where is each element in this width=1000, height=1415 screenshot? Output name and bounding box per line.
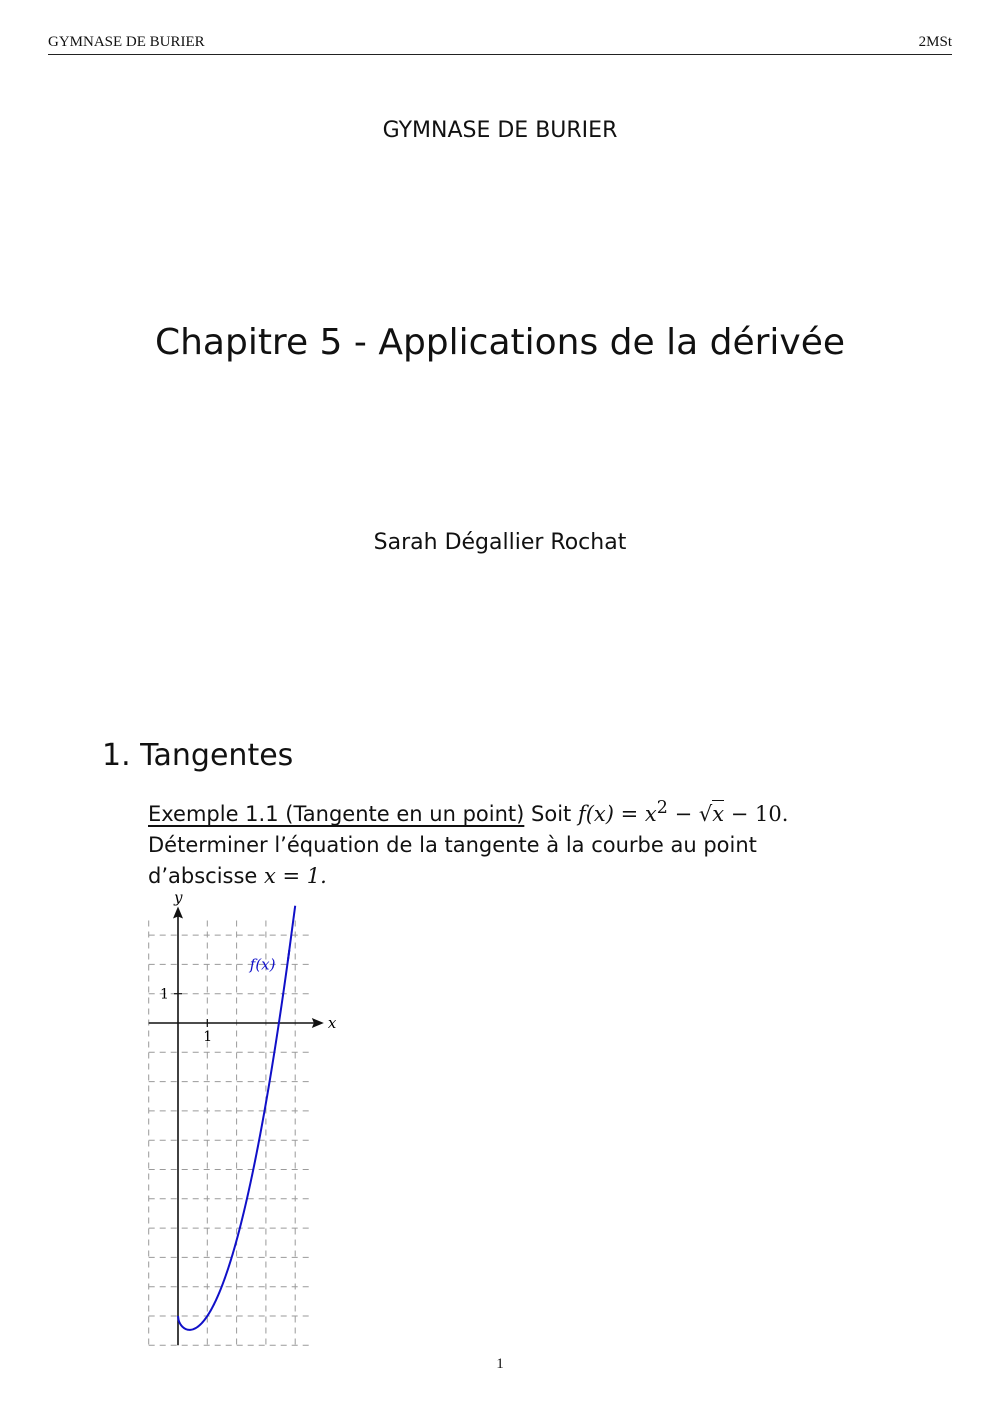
section-heading — [102, 738, 293, 773]
series-line-fx-upper — [288, 906, 295, 961]
page-number: 1 — [496, 1356, 504, 1372]
plot-grid — [149, 920, 310, 1345]
header-left: GYMNASE DE BURIER — [48, 34, 205, 50]
x-tick-label: 1 — [203, 1029, 213, 1045]
example-line-2: Déterminer l’équation de la tangente à la courbe au point — [148, 833, 757, 857]
author-name: Sarah Dégallier Rochat — [373, 530, 627, 555]
document-title: Chapitre 5 - Applications de la dérivée — [154, 322, 846, 363]
function-definition: $f(x) = x^2 - √x - 10$. — [577, 798, 789, 826]
example-block — [148, 793, 868, 892]
y-axis-label: y — [174, 888, 183, 907]
plot-axes — [149, 906, 324, 1345]
example-line-1 — [148, 793, 868, 830]
plot-labels — [160, 888, 337, 1045]
y-tick-label: 1 — [160, 986, 169, 1003]
abscissa-value: x = 1. — [264, 864, 327, 888]
school-name: GYMNASE DE BURIER — [382, 118, 618, 143]
x-axis-label: x — [327, 1014, 337, 1032]
example-line-3: d’abscisse x = 1. — [148, 864, 327, 888]
section-number: 1. — [102, 738, 131, 773]
series-label: f(x) — [249, 955, 276, 974]
running-header — [48, 30, 952, 55]
header-right: 2MSt — [918, 34, 952, 50]
section-title: Tangentes — [140, 738, 294, 773]
example-intro: Soit — [531, 802, 572, 826]
example-label: Exemple 1.1 (Tangente en un point) — [148, 802, 525, 826]
function-plot — [140, 880, 350, 1350]
